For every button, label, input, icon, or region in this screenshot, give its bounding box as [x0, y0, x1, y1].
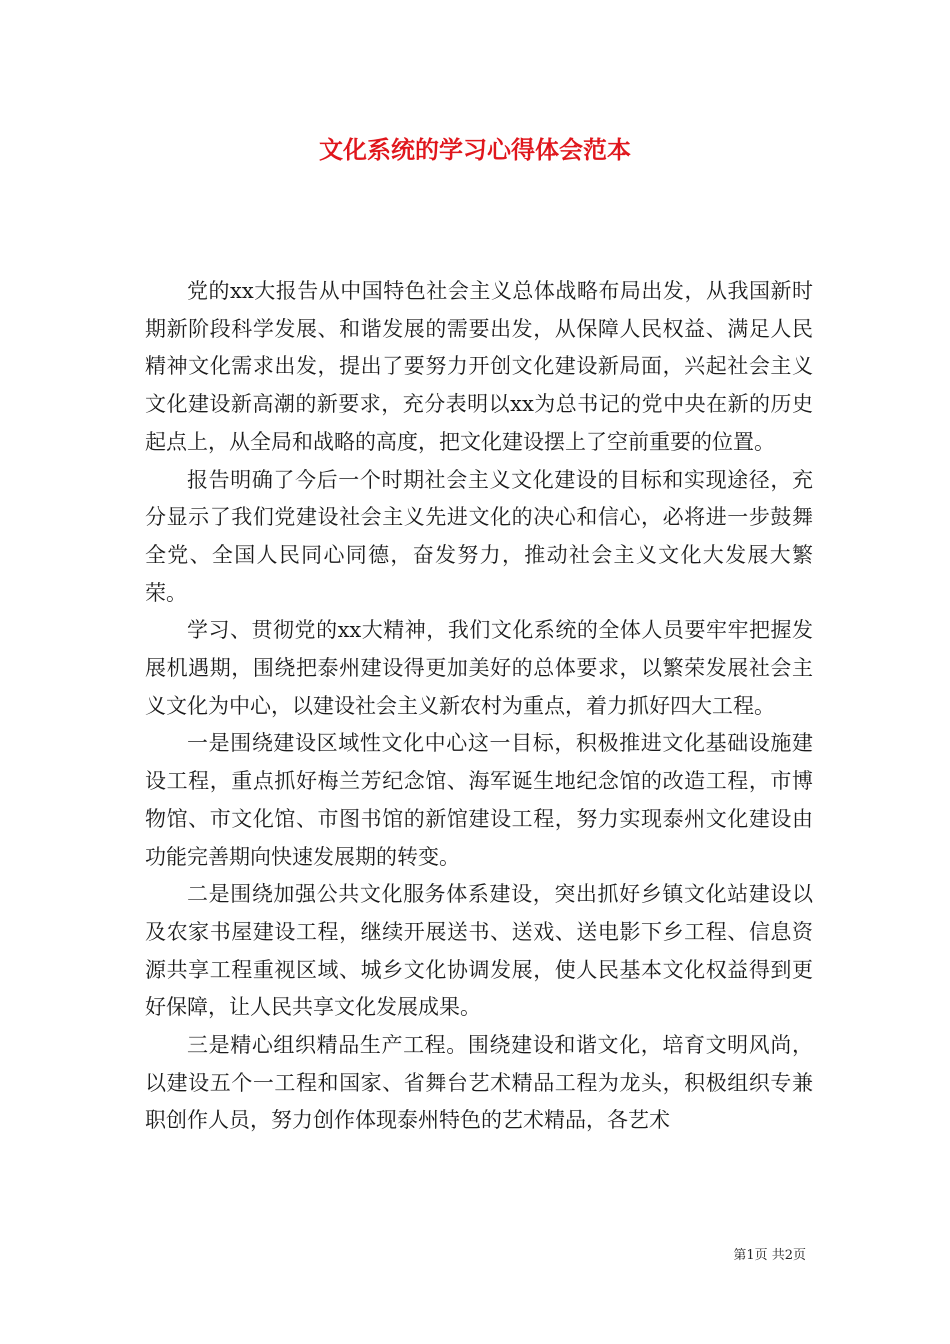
document-body — [145, 273, 813, 1140]
paragraph: 党的xx大报告从中国特色社会主义总体战略布局出发，从我国新时期新阶段科学发展、和谐发展的需要出发，从保障人民权益、满足人民精神文化需求出发，提出了要努力开创文化建设新局面，兴起社会主义文化建设新高潮的新要求，充分表明以xx为总书记的党中央在新的历史起点上，从全局和战略的高度，把文化建设摆上了空前重要的位置。 — [145, 279, 813, 454]
paragraph: 一是围绕建设区域性文化中心这一目标，积极推进文化基础设施建设工程，重点抓好梅兰芳纪念馆、海军诞生地纪念馆的改造工程，市博物馆、市文化馆、市图书馆的新馆建设工程，努力实现泰州文化建设由功能完善期向快速发展期的转变。 — [145, 731, 813, 869]
page-number: 第1页 共2页 — [733, 1248, 806, 1263]
paragraph: 报告明确了今后一个时期社会主义文化建设的目标和实现途径，充分显示了我们党建设社会主义先进文化的决心和信心，必将进一步鼓舞全党、全国人民同心同德，奋发努力，推动社会主义文化大发展大繁荣。 — [145, 467, 813, 605]
paragraph: 二是围绕加强公共文化服务体系建设，突出抓好乡镇文化站建设以及农家书屋建设工程，继续开展送书、送戏、送电影下乡工程、信息资源共享工程重视区域、城乡文化协调发展，使人民基本文化权益得到更好保障，让人民共享文化发展成果。 — [145, 882, 813, 1020]
paragraph: 学习、贯彻党的xx大精神，我们文化系统的全体人员要牢牢把握发展机遇期，围绕把泰州建设得更加美好的总体要求，以繁荣发展社会主义文化为中心，以建设社会主义新农村为重点，着力抓好四大工程。 — [145, 618, 813, 718]
paragraph: 三是精心组织精品生产工程。围绕建设和谐文化，培育文明风尚，以建设五个一工程和国家、省舞台艺术精品工程为龙头，积极组织专兼职创作人员，努力创作体现泰州特色的艺术精品，各艺术 — [145, 1033, 813, 1133]
document-title: 文化系统的学习心得体会范本 — [319, 135, 631, 164]
